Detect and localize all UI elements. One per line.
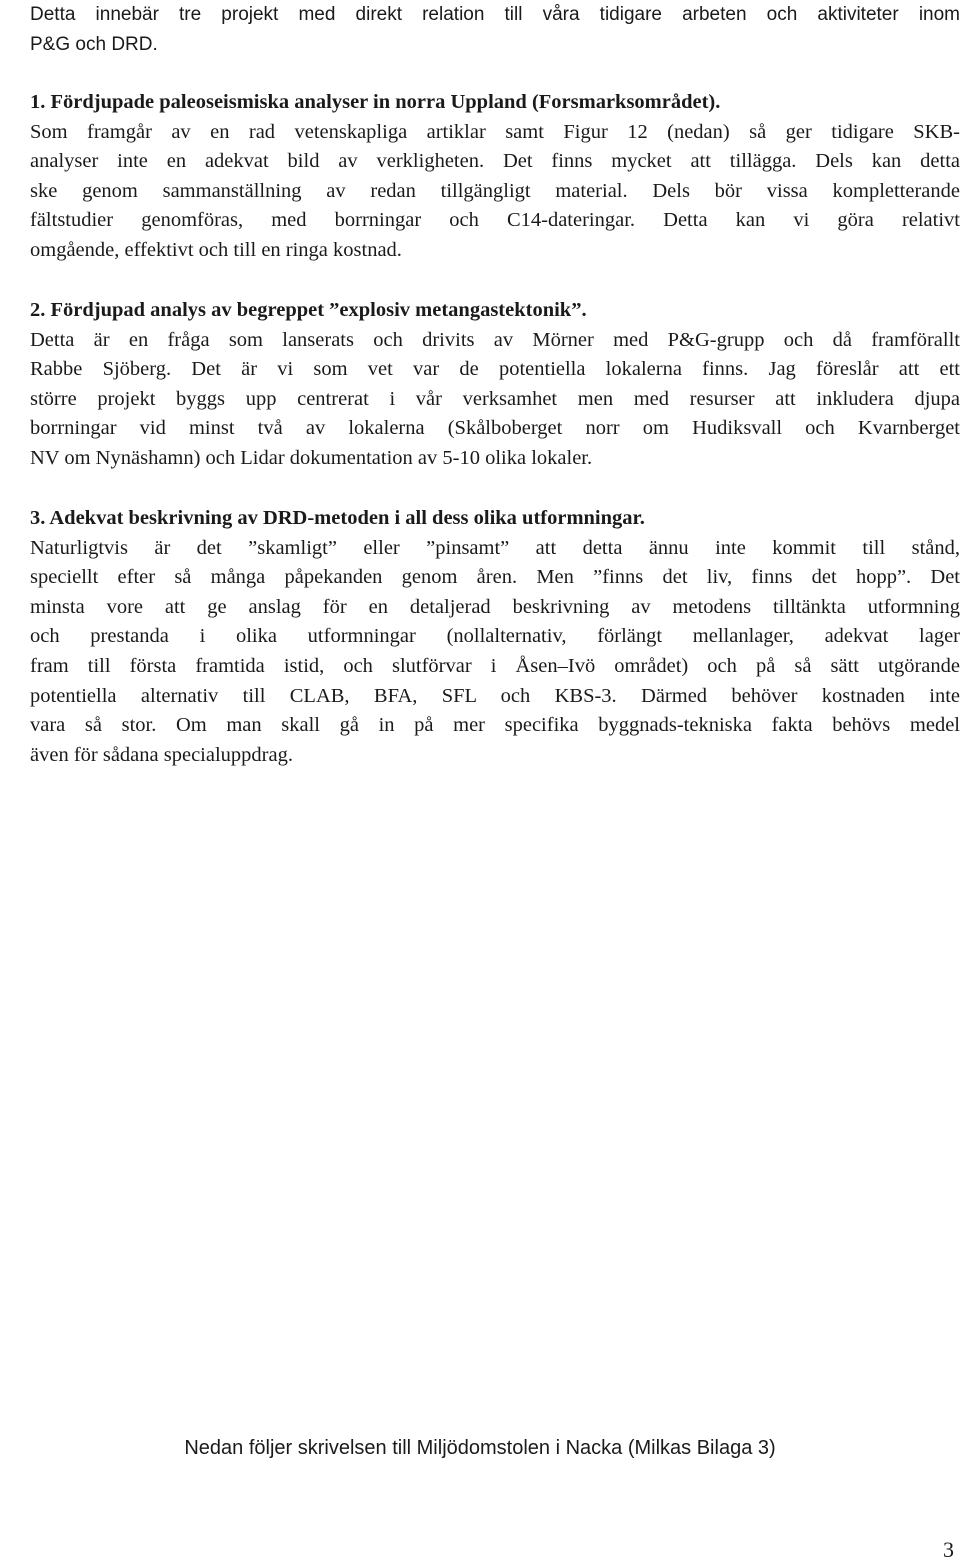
- section-3-heading: 3. Adekvat beskrivning av DRD-metoden i all dess olika utformningar.: [30, 507, 645, 529]
- section-2-line: Rabbe Sjöberg. Det är vi som vet var de potentiella lokalerna finns. Jag föreslår att ett: [30, 358, 960, 381]
- section-3-line: speciellt efter så många påpekanden genom åren. Men ”finns det liv, finns det hopp”. Det: [30, 566, 960, 589]
- section-1: [30, 88, 960, 266]
- section-2-heading: 2. Fördjupad analys av begreppet ”explosiv metangastektonik”.: [30, 299, 587, 321]
- section-1-line: analyser inte en adekvat bild av verkligheten. Det finns mycket att tillägga. Dels kan detta: [30, 150, 960, 173]
- section-1-line: fältstudier genomföras, med borrningar och C14-dateringar. Detta kan vi göra relativt: [30, 209, 960, 232]
- section-3-line: Naturligtvis är det ”skamligt” eller ”pinsamt” att detta ännu inte kommit till stånd,: [30, 536, 960, 559]
- section-1-line: ske genom sammanställning av redan tillgängligt material. Dels bör vissa kompletterande: [30, 179, 960, 202]
- section-2-line: NV om Nynäshamn) och Lidar dokumentation av 5-10 olika lokaler.: [30, 446, 593, 469]
- section-1-heading: 1. Fördjupade paleoseismiska analyser in norra Uppland (Forsmarksområdet).: [30, 91, 721, 113]
- section-3-line: även för sådana specialuppdrag.: [30, 743, 293, 766]
- section-1-line: Som framgår av en rad vetenskapliga artiklar samt Figur 12 (nedan) så ger tidigare SKB-: [30, 120, 960, 143]
- section-2-line: Detta är en fråga som lanserats och drivits av Mörner med P&G-grupp och då framförallt: [30, 328, 960, 351]
- section-2-line: större projekt byggs upp centrerat i vår verksamhet men med resurser att inkludera djupa: [30, 387, 960, 410]
- section-3: [30, 504, 960, 770]
- intro-line: Detta innebär tre projekt med direkt relation till våra tidigare arbeten och aktiviteter inom: [30, 4, 960, 25]
- intro-line: P&G och DRD.: [30, 33, 158, 55]
- section-2-line: borrningar vid minst två av lokalerna (Skålboberget norr om Hudiksvall och Kvarnberget: [30, 417, 960, 440]
- section-1-line: omgående, effektivt och till en ringa kostnad.: [30, 238, 402, 261]
- section-3-line: minsta vore att ge anslag för en detaljerad beskrivning av metodens tilltänkta utformning: [30, 595, 960, 618]
- intro-paragraph: [30, 0, 960, 59]
- section-3-line: och prestanda i olika utformningar (nollalternativ, förlängt mellanlager, adekvat lager: [30, 625, 960, 648]
- section-3-line: fram till första framtida istid, och slutförvar i Åsen–Ivö området) och på så sätt utgörande: [30, 654, 960, 677]
- footer-note: Nedan följer skrivelsen till Miljödomstolen i Nacka (Milkas Bilaga 3): [184, 1437, 776, 1459]
- page-number: 3: [943, 1537, 954, 1562]
- section-3-line: vara så stor. Om man skall gå in på mer specifika byggnads-tekniska fakta behövs medel: [30, 714, 960, 737]
- section-2: [30, 296, 960, 474]
- section-3-line: potentiella alternativ till CLAB, BFA, SFL och KBS-3. Därmed behöver kostnaden inte: [30, 684, 960, 707]
